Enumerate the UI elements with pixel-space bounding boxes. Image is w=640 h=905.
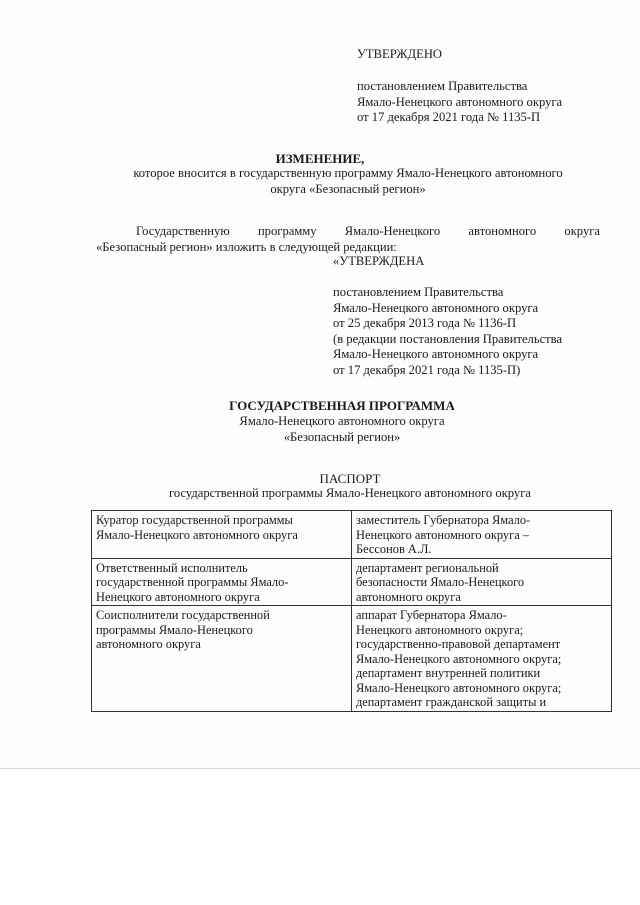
value-line: Бессонов А.Л.	[356, 542, 432, 556]
label-line: программы Ямало-Ненецкого	[96, 622, 253, 637]
program-approval-line: Ямало-Ненецкого автономного округа	[333, 347, 539, 361]
program-subtitle-line: Ямало-Ненецкого автономного округа	[239, 414, 445, 428]
intro-line: «Безопасный регион» изложить в следующей редакции:	[96, 239, 397, 254]
row-value	[352, 558, 612, 606]
change-line: округа «Безопасный регион»	[270, 181, 426, 196]
passport-table	[91, 510, 612, 712]
label-line: автономного округа	[96, 637, 201, 651]
program-approval-title: «УТВЕРЖДЕНА	[333, 254, 425, 268]
intro-line: Государственную программу Ямало-Ненецкого автономного округа	[136, 224, 600, 238]
program-approval-line: Ямало-Ненецкого автономного округа	[333, 300, 539, 315]
approval-line: от 17 декабря 2021 года № 1135-П	[357, 110, 541, 124]
row-label	[92, 511, 352, 559]
row-value	[352, 606, 612, 712]
approval-line: постановлением Правительства	[357, 79, 528, 93]
value-line: аппарат Губернатора Ямало-	[356, 608, 507, 622]
label-line: Соисполнители государственной	[96, 608, 270, 622]
program-approval-line: постановлением Правительства	[333, 285, 504, 299]
value-line: департамент внутренней политики	[356, 666, 541, 680]
program-subtitle	[0, 414, 640, 445]
program-approval-line: от 17 декабря 2021 года № 1135-П)	[333, 362, 521, 377]
label-line: Ямало-Ненецкого автономного округа	[96, 527, 298, 542]
change-title: ИЗМЕНЕНИЕ,	[275, 151, 365, 166]
label-line: государственной программы Ямало-	[96, 575, 289, 589]
program-approval-line: (в редакции постановления Правительства	[333, 331, 563, 346]
change-line: которое вносится в государственную программу Ямало-Ненецкого автономного	[133, 166, 563, 180]
value-line: департамент гражданской защиты и	[356, 695, 547, 709]
value-line: Ненецкого автономного округа –	[356, 527, 529, 542]
value-line: Ямало-Ненецкого автономного округа;	[356, 651, 562, 666]
row-label	[92, 606, 352, 712]
approval-lines	[357, 79, 562, 126]
approval-title: УТВЕРЖДЕНО	[357, 47, 443, 61]
change-subtitle	[60, 166, 636, 197]
approval-line: Ямало-Ненецкого автономного округа	[357, 94, 563, 109]
value-line: департамент региональной	[356, 560, 499, 575]
value-line: безопасности Ямало-Ненецкого	[356, 575, 525, 589]
row-label	[92, 558, 352, 606]
program-approval-lines	[333, 285, 562, 378]
value-line: Ненецкого автономного округа;	[356, 622, 524, 637]
table-row	[92, 558, 612, 606]
label-line: Куратор государственной программы	[96, 513, 293, 527]
table-row	[92, 511, 612, 559]
program-title: ГОСУДАРСТВЕННАЯ ПРОГРАММА	[229, 398, 455, 413]
value-line: автономного округа	[356, 589, 461, 604]
program-subtitle-line: «Безопасный регион»	[283, 429, 401, 444]
value-line: заместитель Губернатора Ямало-	[356, 513, 531, 527]
program-approval-line: от 25 декабря 2013 года № 1136-П	[333, 316, 517, 330]
value-line: Ямало-Ненецкого автономного округа;	[356, 680, 562, 695]
passport-subtitle: государственной программы Ямало-Ненецкого автономного округа	[169, 486, 531, 500]
row-value	[352, 511, 612, 559]
intro-paragraph	[96, 224, 600, 255]
table-row	[92, 606, 612, 712]
label-line: Ответственный исполнитель	[96, 560, 248, 575]
value-line: государственно-правовой департамент	[356, 637, 561, 651]
label-line: Ненецкого автономного округа	[96, 589, 260, 604]
passport-title: ПАСПОРТ	[319, 471, 381, 486]
